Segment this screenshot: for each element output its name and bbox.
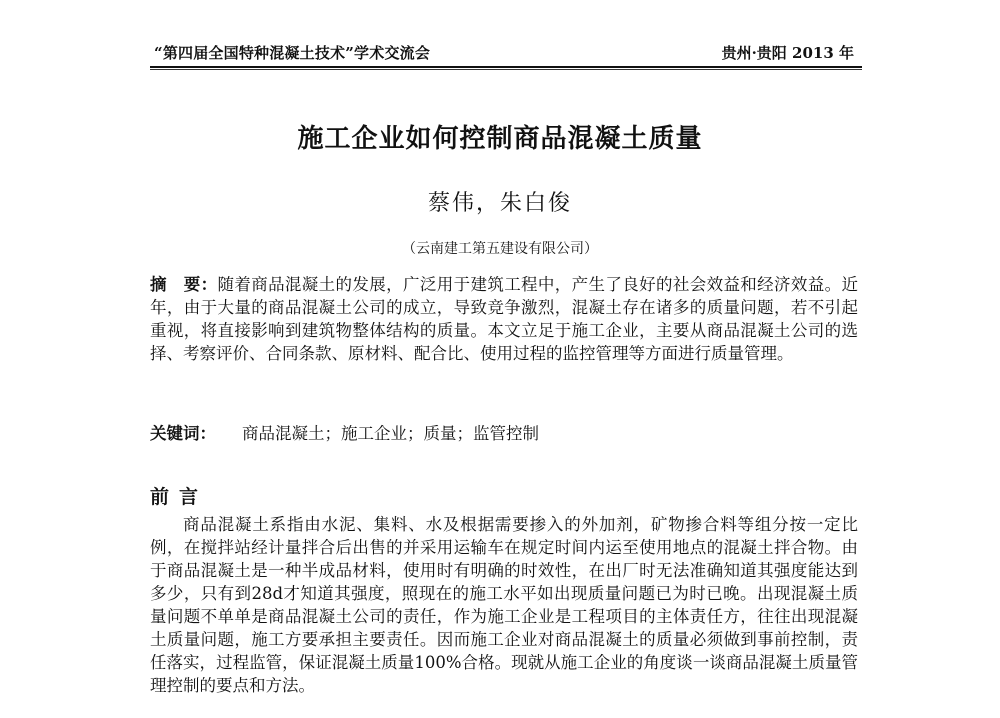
header-rule-thin — [150, 69, 862, 70]
keywords — [150, 422, 858, 445]
keywords-text: 商品混凝土；施工企业；质量；监管控制 — [242, 424, 539, 443]
paper-authors: 蔡伟，朱白俊 — [427, 191, 572, 216]
abstract-text: 随着商品混凝土的发展，广泛用于建筑工程中，产生了良好的社会效益和经济效益。近年，由于大量的商品混凝土公司的成立，导致竞争激烈，混凝土存在诸多的质量问题，若不引起重视，将直接影响到建筑物整体结构的质量。本文立足于施工企业，主要从商品混凝土公司的选择、考察评价、合同条款、原材料、配合比、使用过程的监控管理等方面进行质量管理。 — [150, 275, 859, 363]
header-rule-thick — [150, 66, 862, 68]
preface-paragraph: 商品混凝土系指由水泥、集料、水及根据需要掺入的外加剂，矿物掺合料等组分按一定比例，在搅拌站经计量拌合后出售的并采用运输车在规定时间内运至使用地点的混凝土拌合物。由于商品混凝土是一种半成品材料，使用时有明确的时效性，在出厂时无法准确知道其强度能达到多少，只有到28d才知道其强度，照现在的施工水平如出现质量问题已为时已晚。出现混凝土质量问题不单单是商品混凝土公司的责任，作为施工企业是工程项目的主体责任方，往往出现混凝土质量问题，施工方要承担主要责任。因而施工企业对商品混凝土的质量必须做到事前控制，责任落实，过程监管，保证混凝土质量100%合格。现就从施工企业的角度谈一谈商品混凝土质量管理控制的要点和方法。 — [150, 515, 858, 695]
paper-title: 施工企业如何控制商品混凝土质量 — [297, 124, 703, 154]
abstract — [150, 273, 858, 365]
section-heading-preface: 前言 — [150, 486, 209, 508]
abstract-label: 摘 要： — [150, 275, 218, 294]
running-header — [150, 42, 860, 64]
location-year: 贵州·贵阳 2013 年 — [721, 44, 854, 62]
conference-name: “第四届全国特种混凝土技术”学术交流会 — [154, 44, 431, 62]
paper-affiliation: （云南建工第五建设有限公司） — [402, 241, 598, 257]
keywords-label: 关键词： — [150, 424, 216, 443]
